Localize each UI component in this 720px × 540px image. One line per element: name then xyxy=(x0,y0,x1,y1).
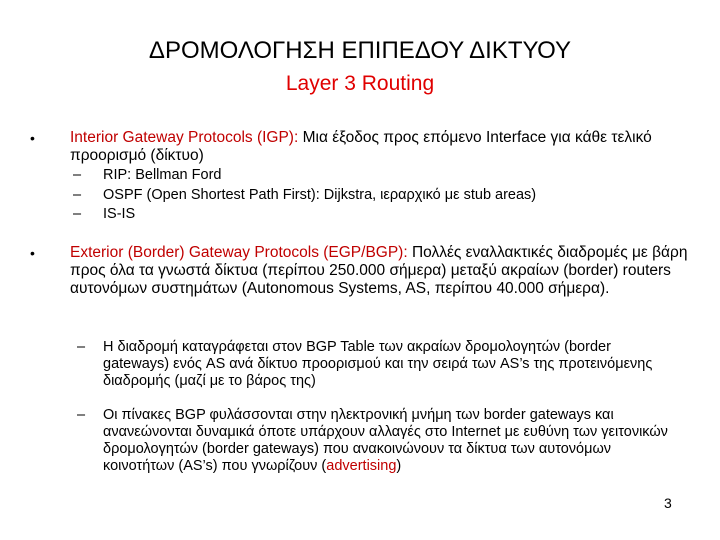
sub-item-text-tail: ) xyxy=(396,458,402,474)
bullet-egp-highlight: Exterior (Border) Gateway Protocols (EGP/BGP): xyxy=(70,244,408,261)
sub-item-text: Η διαδρομή καταγράφεται στον BGP Table των ακραίων δρομολογητών (border gateways) ενός AS ανά δίκτυο προορισμού και την σειρά των AS’s της προτεινόμενης διαδρομής (μαζί με το βάρος της) xyxy=(103,339,653,389)
bullet-marker: • xyxy=(30,130,35,146)
bullet-igp-highlight: Interior Gateway Protocols (IGP): xyxy=(70,129,299,146)
sub-item-text xyxy=(77,407,677,475)
dash-marker: – xyxy=(73,187,82,203)
bullet-egp-text: Πολλές εναλλακτικές διαδρομές με βάρη προς όλα τα γνωστά δίκτυα (περίπου 250.000 σήμερα) μεταξύ ακραίων (border) routers αυτονόμων συστημάτων (Autonomous Systems, AS, περίπου 40.000 σήμερα). xyxy=(70,244,688,297)
dash-marker: – xyxy=(73,206,82,222)
bullet-marker: • xyxy=(30,245,35,261)
dash-marker: – xyxy=(77,407,86,423)
page-number: 3 xyxy=(664,495,672,511)
sub-item-ospf xyxy=(73,187,703,204)
dash-marker: – xyxy=(77,339,86,355)
bullet-egp xyxy=(70,244,710,298)
sub-item-isis xyxy=(73,206,703,223)
sub-item-text-body: Οι πίνακες BGP φυλάσσονται στην ηλεκτρονική μνήμη των border gateways και ανανεώνονται δυναμικά όποτε υπάρχουν αλλαγές στο Internet με ευθύνη των γειτονικών δρομολογητών (border gateways) που ανακοινώνουν τα δίκτυα των αυτονόμων κοινοτήτων (AS’s) που γνωρίζουν ( xyxy=(103,407,668,474)
sub-item-rip xyxy=(73,167,703,184)
sub-item-text: RIP: Bellman Ford xyxy=(103,167,222,183)
slide-title: ΔΡΟΜΟΛΟΓΗΣΗ ΕΠΙΠΕΔΟΥ ΔΙΚΤΥΟΥ xyxy=(148,37,572,64)
dash-marker: – xyxy=(73,167,82,183)
sub-item-bgp-memory xyxy=(77,407,677,475)
sub-item-bgp-table xyxy=(77,339,677,390)
sub-item-text: OSPF (Open Shortest Path First): Dijkstra, ιεραρχικό με stub areas) xyxy=(103,187,537,203)
sub-item-text: IS-IS xyxy=(103,206,136,222)
advertising-link: advertising xyxy=(326,458,397,474)
slide-subtitle: Layer 3 Routing xyxy=(285,72,435,95)
bullet-igp xyxy=(70,129,710,165)
bullet-igp-text: Μια έξοδος προς επόμενο Interface για κάθε τελικό προορισμό (δίκτυο) xyxy=(70,129,652,164)
